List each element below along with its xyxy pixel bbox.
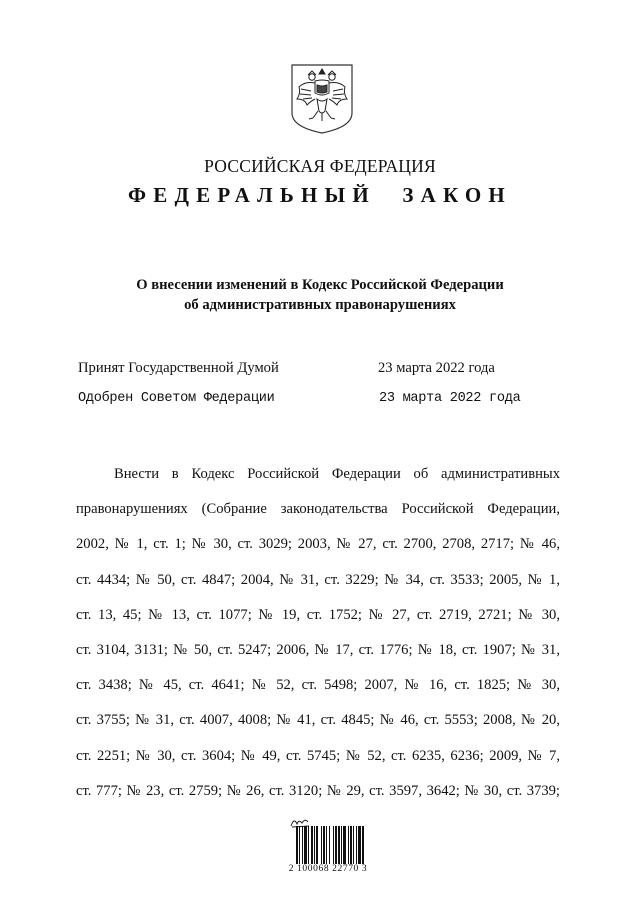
coat-of-arms-emblem-icon xyxy=(289,63,355,135)
duma-adoption-label: Принят Государственной Думой xyxy=(78,360,279,376)
body-line: Внести в Кодекс Российской Федерации об административных xyxy=(114,466,560,482)
body-line: ст. 3438; № 45, ст. 4641; № 52, ст. 5498; 2007, № 16, ст. 1825; № 30, xyxy=(76,677,560,694)
barcode-icon xyxy=(296,826,366,864)
body-line: 2002, № 1, ст. 1; № 30, ст. 3029; 2003, № 27, ст. 2700, 2708, 2717; № 46, xyxy=(76,536,560,553)
barcode-number: 2 100068 22770 3 xyxy=(288,864,368,874)
country-name: РОССИЙСКАЯ ФЕДЕРАЦИЯ xyxy=(204,156,436,176)
body-line: ст. 2251; № 30, ст. 3604; № 49, ст. 5745; № 52, ст. 6235, 6236; 2009, № 7, xyxy=(76,747,560,764)
document-type-title: ФЕДЕРАЛЬНЫЙ ЗАКОН xyxy=(128,183,512,207)
law-subject-line-1: О внесении изменений в Кодекс Российской Федерации xyxy=(136,277,504,293)
body-line: ст. 3755; № 31, ст. 4007, 4008; № 41, ст. 4845; № 46, ст. 5553; 2008, № 20, xyxy=(76,712,560,729)
law-subject xyxy=(0,275,640,315)
body-line: ст. 4434; № 50, ст. 4847; 2004, № 31, ст. 3229; № 34, ст. 3533; 2005, № 1, xyxy=(76,571,560,588)
body-line: правонарушениях (Собрание законодательства Российской Федерации, xyxy=(76,501,560,518)
body-line: ст. 13, 45; № 13, ст. 1077; № 19, ст. 1752; № 27, ст. 2719, 2721; № 30, xyxy=(76,606,560,623)
body-line: ст. 777; № 23, ст. 2759; № 26, ст. 3120; № 29, ст. 3597, 3642; № 30, ст. 3739; xyxy=(76,782,560,799)
duma-adoption-date: 23 марта 2022 года xyxy=(378,360,495,376)
council-approval-label: Одобрен Советом Федерации xyxy=(78,391,275,406)
law-subject-line-2: об административных правонарушениях xyxy=(184,297,456,313)
law-body-paragraph xyxy=(76,457,560,809)
council-approval-date: 23 марта 2022 года xyxy=(379,391,521,406)
body-line: ст. 3104, 3131; № 50, ст. 5247; 2006, № 17, ст. 1776; № 18, ст. 1907; № 31, xyxy=(76,641,560,658)
